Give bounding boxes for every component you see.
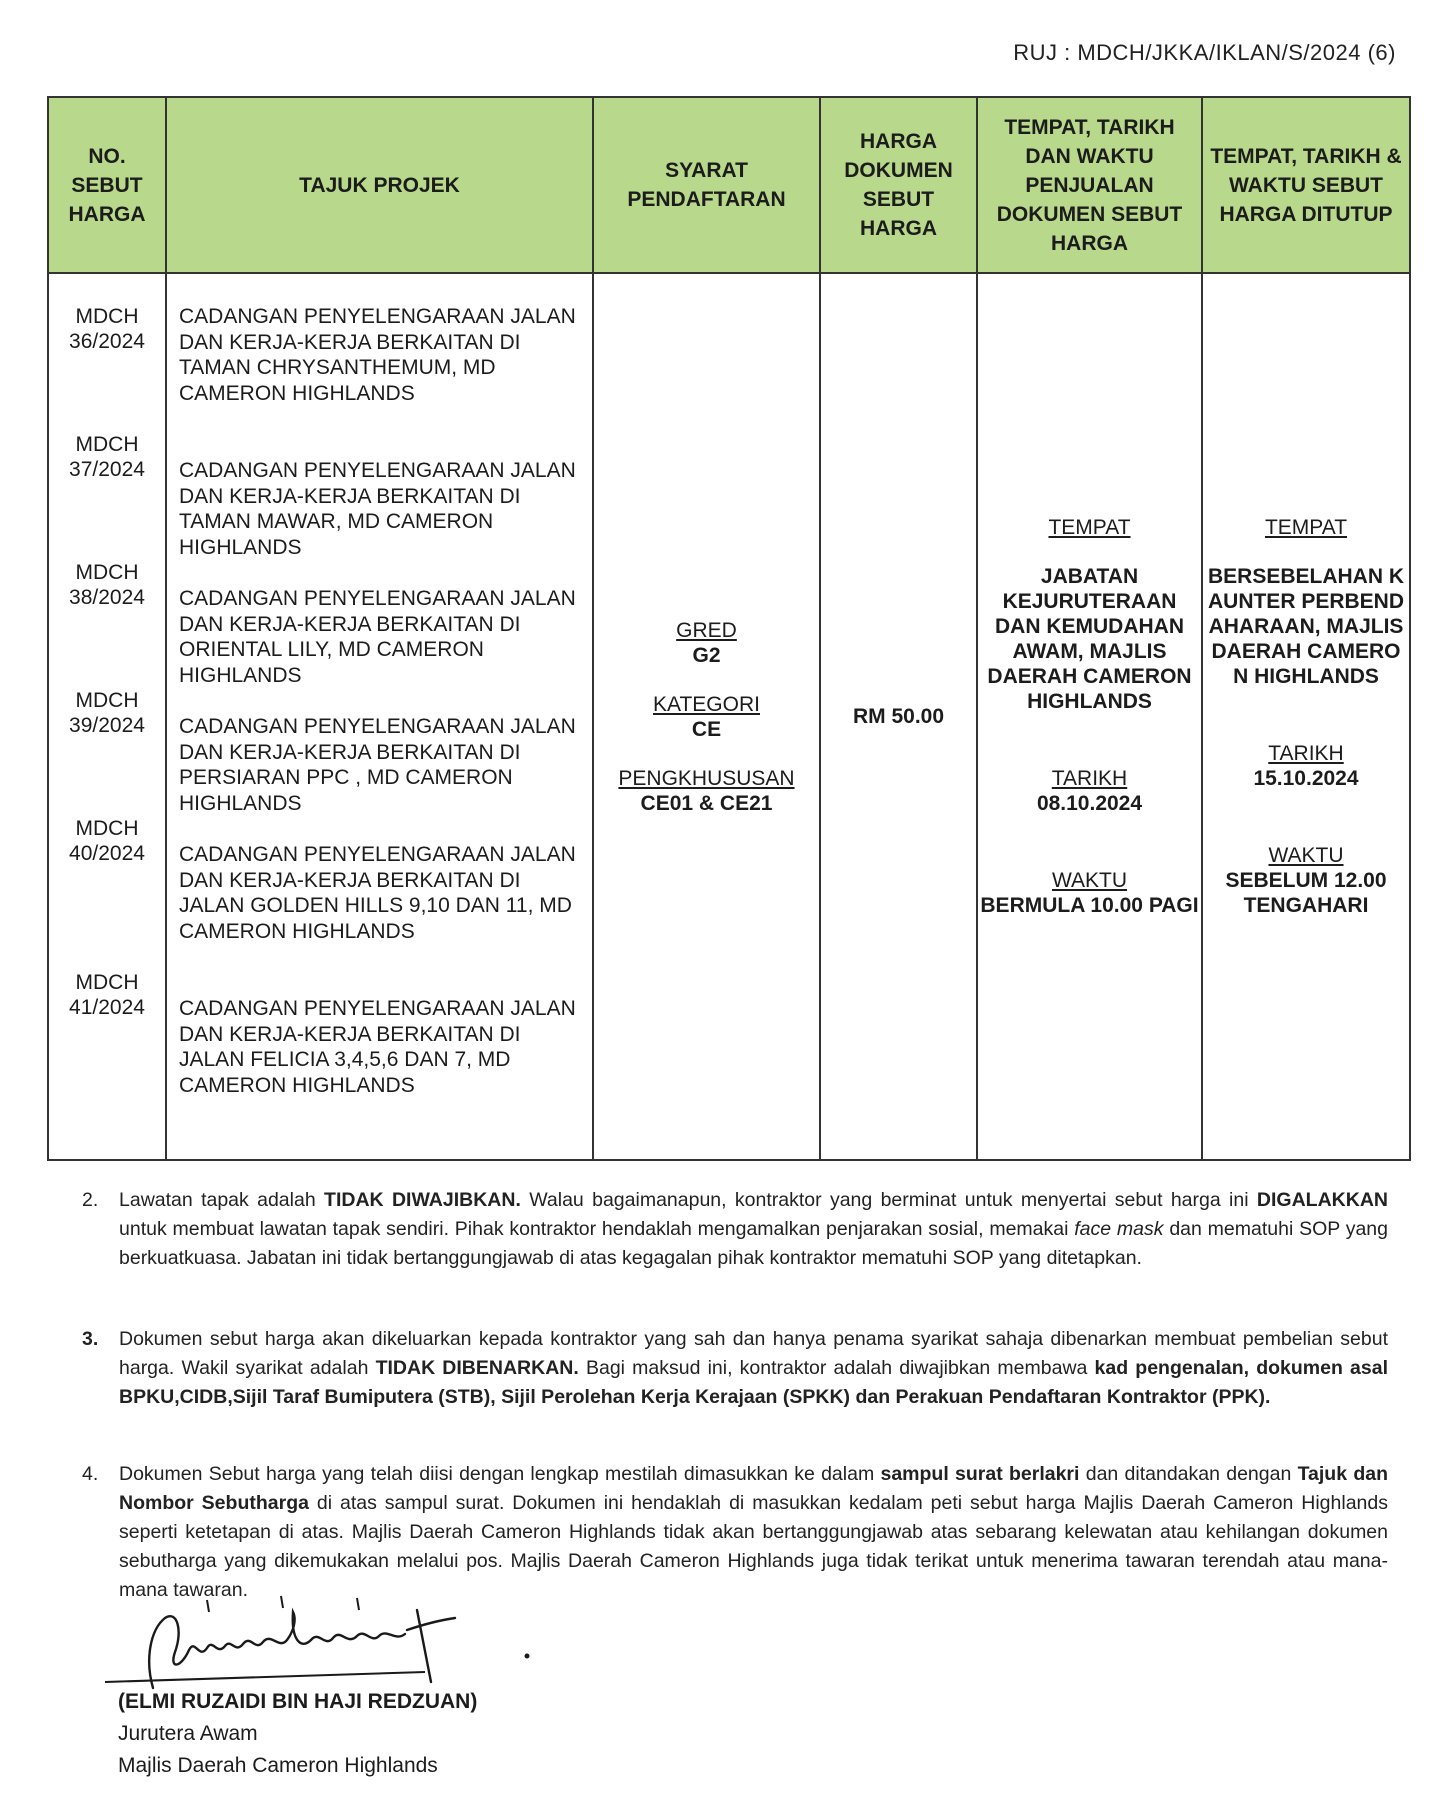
project-number: MDCH 39/2024 — [69, 689, 145, 737]
paragraph-text: Dokumen Sebut harga yang telah diisi dengan lengkap mestilah dimasukkan ke dalam — [119, 1463, 881, 1485]
registration-cell — [593, 273, 820, 1160]
paragraph-bold: TIDAK DIWAJIBKAN. — [324, 1189, 521, 1211]
project-number: MDCH 40/2024 — [69, 817, 145, 865]
header-closing: TEMPAT, TARIKH & WAKTU SEBUT HARGA DITUTUP — [1202, 97, 1410, 273]
sale-waktu-value: BERMULA 10.00 PAGI — [980, 894, 1199, 917]
closing-tempat-value: BERSEBELAHAN KAUNTER PERBENDAHARAAN, MAJLIS DAERAH CAMERON HIGHLANDS — [1207, 565, 1404, 688]
header-no: NO. SEBUT HARGA — [48, 97, 166, 273]
paragraph-text: Bagi maksud ini, kontraktor adalah diwajibkan membawa — [578, 1357, 1095, 1379]
tender-table — [47, 96, 1411, 1161]
paragraph-bold: Tajuk dan Nombor Sebutharga — [119, 1463, 1389, 1514]
table-body-row — [48, 273, 1410, 1160]
paragraph-text: untuk membuat lawatan tapak sendiri. Pihak kontraktor hendaklah mengamalkan penjarakan sosial, memakai — [119, 1218, 1075, 1240]
header-title: TAJUK PROJEK — [166, 97, 593, 273]
header-sale: TEMPAT, TARIKH DAN WAKTU PENJUALAN DOKUMEN SEBUT HARGA — [977, 97, 1202, 273]
project-title: CADANGAN PENYELENGARAAN JALAN DAN KERJA-KERJA BERKAITAN DI ORIENTAL LILY, MD CAMERON HIGHLANDS — [179, 587, 576, 687]
project-number: MDCH 36/2024 — [69, 305, 145, 353]
sale-tempat-label: TEMPAT — [1048, 516, 1131, 539]
project-title: CADANGAN PENYELENGARAAN JALAN DAN KERJA-KERJA BERKAITAN DI JALAN FELICIA 3,4,5,6 DAN 7, MD CAMERON HIGHLANDS — [179, 997, 576, 1097]
document-price: RM 50.00 — [852, 704, 945, 728]
table-header-row — [48, 97, 1410, 273]
sale-waktu-label: WAKTU — [1051, 869, 1128, 892]
header-registration: SYARAT PENDAFTARAN — [593, 97, 820, 273]
project-title: CADANGAN PENYELENGARAAN JALAN DAN KERJA-KERJA BERKAITAN DI TAMAN MAWAR, MD CAMERON HIGHLANDS — [179, 459, 576, 559]
header-price: HARGA DOKUMEN SEBUT HARGA — [820, 97, 977, 273]
kategori-label: KATEGORI — [653, 692, 760, 716]
paragraph-text: dan ditandakan dengan — [1079, 1463, 1298, 1485]
paragraph-bold: DIGALAKKAN — [1256, 1189, 1388, 1211]
paragraph-bold: TIDAK DIBENARKAN. — [375, 1357, 579, 1379]
pengkhususan-value: CE01 & CE21 — [640, 791, 773, 815]
signatory-organisation: Majlis Daerah Cameron Highlands — [118, 1754, 438, 1777]
paragraph-italic: face mask — [1074, 1218, 1164, 1240]
price-cell — [820, 273, 977, 1160]
paragraph-number: 3. — [82, 1328, 99, 1350]
project-titles-cell — [166, 273, 593, 1160]
paragraph-text: Walau bagaimanapun, kontraktor yang berminat untuk menyertai sebut harga ini — [520, 1189, 1257, 1211]
closing-cell — [1202, 273, 1410, 1160]
paragraph-number: 2. — [82, 1189, 99, 1211]
paragraph-text: Lawatan tapak adalah — [119, 1189, 325, 1211]
document-reference: RUJ : MDCH/JKKA/IKLAN/S/2024 (6) — [1013, 40, 1396, 65]
project-number: MDCH 37/2024 — [69, 433, 145, 481]
sale-cell — [977, 273, 1202, 1160]
kategori-value: CE — [691, 717, 722, 741]
paragraph-2 — [82, 1186, 1388, 1273]
sale-tarikh-value: 08.10.2024 — [1036, 792, 1143, 815]
sale-tempat-value: JABATAN KEJURUTERAAN DAN KEMUDAHAN AWAM, MAJLIS DAERAH CAMERON HIGHLANDS — [987, 565, 1192, 713]
paragraph-bold: kad pengenalan, dokumen asal BPKU,CIDB,Sijil Taraf Bumiputera (STB), Sijil Perolehan Kerja Kerajaan (SPKK) dan Perakuan Pendaftaran Kontraktor (PPK). — [119, 1357, 1388, 1408]
paragraph-text: Dokumen sebut harga akan dikeluarkan kepada kontraktor yang sah dan hanya penama syarikat sahaja dibenarkan membuat pembelian sebut harga. Wakil syarikat adalah — [119, 1328, 1388, 1379]
paragraph-bold: sampul surat berlakri — [880, 1463, 1080, 1485]
paragraph-number: 4. — [82, 1463, 99, 1485]
project-title: CADANGAN PENYELENGARAAN JALAN DAN KERJA-KERJA BERKAITAN DI PERSIARAN PPC , MD CAMERON HIGHLANDS — [179, 715, 576, 815]
project-title: CADANGAN PENYELENGARAAN JALAN DAN KERJA-KERJA BERKAITAN DI TAMAN CHRYSANTHEMUM, MD CAMERON HIGHLANDS — [179, 305, 576, 405]
pengkhususan-label: PENGKHUSUSAN — [618, 766, 795, 790]
project-number: MDCH 38/2024 — [69, 561, 145, 609]
gred-label: GRED — [676, 618, 737, 642]
project-numbers-cell — [48, 273, 166, 1160]
closing-waktu-label: WAKTU — [1268, 844, 1344, 867]
signatory-position: Jurutera Awam — [118, 1722, 258, 1745]
signatory-name: (ELMI RUZAIDI BIN HAJI REDZUAN) — [118, 1690, 478, 1713]
paragraph-text: di atas sampul surat. Dokumen ini hendaklah di masukkan kedalam peti sebut harga Majlis Daerah Cameron Highlands seperti ketetapan di atas. Majlis Daerah Cameron Highlands tidak akan bertanggungjawab atas sebarang kelewatan atau kehilangan dokumen sebutharga yang dikemukakan melalui pos. Majlis Daerah Cameron Highlands juga tidak terikat untuk menerima tawaran terendah atau mana-mana tawaran. — [119, 1492, 1388, 1601]
project-title: CADANGAN PENYELENGARAAN JALAN DAN KERJA-KERJA BERKAITAN DI JALAN GOLDEN HILLS 9,10 DAN 11, MD CAMERON HIGHLANDS — [179, 843, 576, 943]
closing-tarikh-value: 15.10.2024 — [1253, 767, 1359, 790]
sale-tarikh-label: TARIKH — [1051, 767, 1128, 790]
paragraph-3 — [82, 1325, 1388, 1412]
paragraph-text: dan mematuhi SOP yang berkuatkuasa. Jabatan ini tidak bertanggungjawab di atas kegagalan pihak kontraktor mematuhi SOP yang ditetapkan. — [119, 1218, 1388, 1269]
project-number: MDCH 41/2024 — [69, 971, 145, 1019]
paragraph-4 — [82, 1460, 1388, 1605]
closing-tarikh-label: TARIKH — [1268, 742, 1344, 765]
closing-waktu-value: SEBELUM 12.00 TENGAHARI — [1225, 869, 1387, 917]
closing-tempat-label: TEMPAT — [1264, 516, 1348, 539]
gred-value: G2 — [692, 643, 721, 667]
